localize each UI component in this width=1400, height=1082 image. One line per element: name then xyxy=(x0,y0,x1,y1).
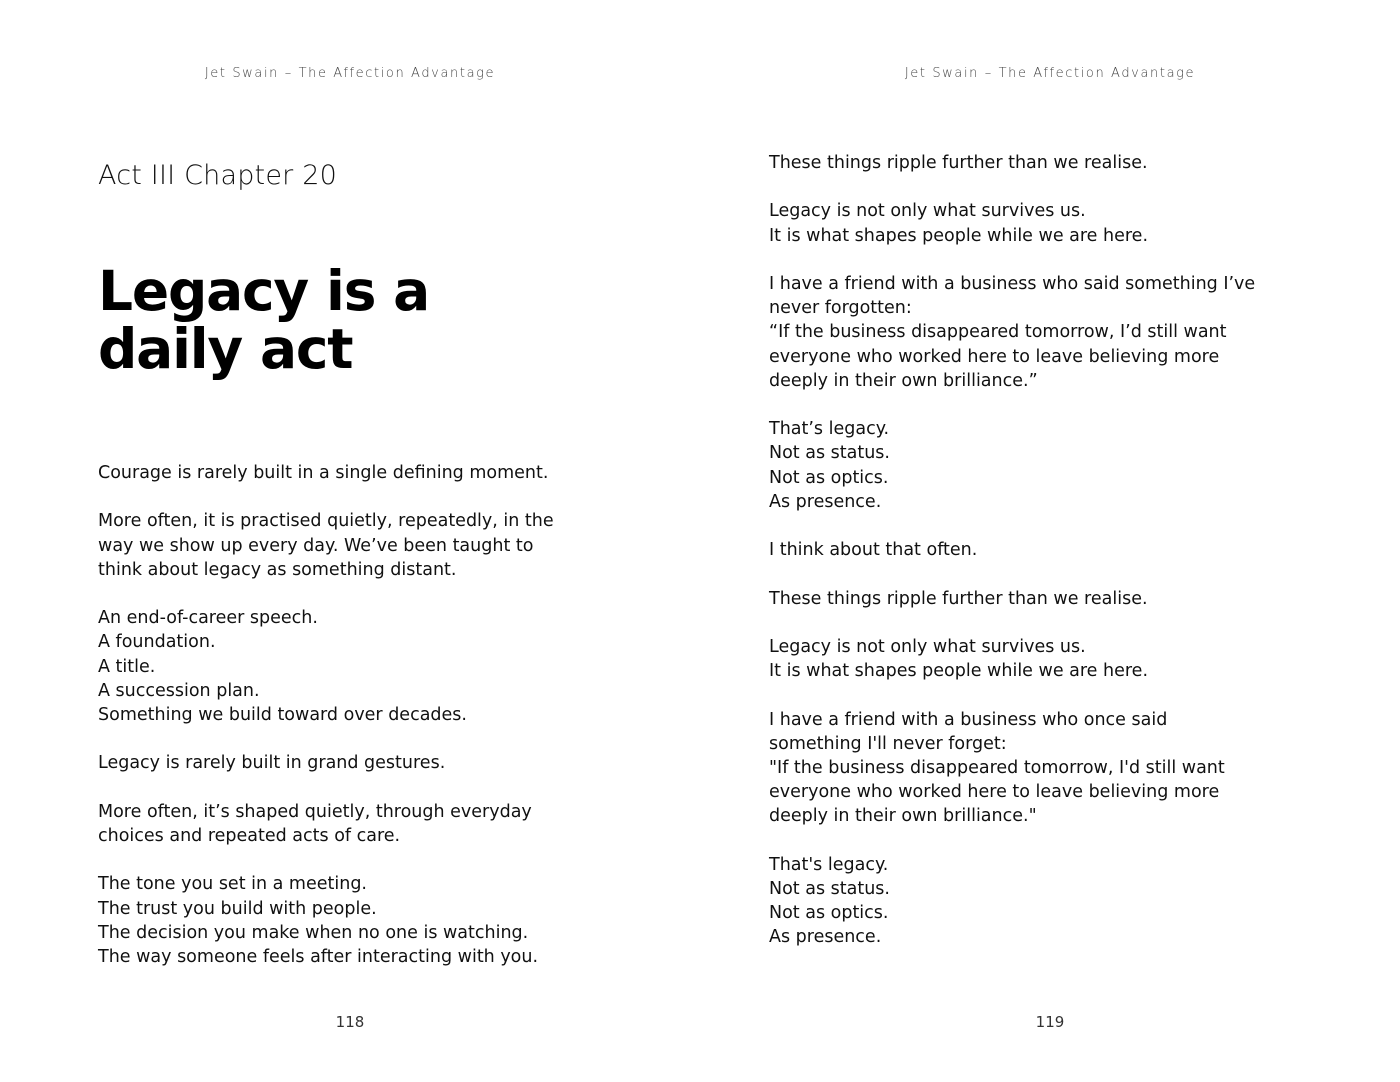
paragraph xyxy=(98,509,658,582)
text-line: Legacy is not only what survives us. xyxy=(769,636,1086,657)
text-line: As presence. xyxy=(769,927,882,948)
text-line: More often, it is practised quietly, repeatedly, in the xyxy=(98,511,554,532)
text-line: A title. xyxy=(98,656,156,677)
text-line: Not as status. xyxy=(769,878,890,899)
text-line: A foundation. xyxy=(98,632,216,653)
text-line: way we show up every day. We’ve been taught to xyxy=(98,535,534,556)
paragraph xyxy=(769,199,1329,247)
text-line: everyone who worked here to leave believing more xyxy=(769,782,1220,803)
text-line: “If the business disappeared tomorrow, I’d still want xyxy=(769,322,1227,343)
page-number-left: 118 xyxy=(335,1013,365,1031)
paragraph xyxy=(769,538,1329,562)
right-body-text xyxy=(769,151,1329,974)
text-line: Legacy is rarely built in grand gestures. xyxy=(98,753,446,774)
text-line: deeply in their own brilliance." xyxy=(769,806,1037,827)
left-body-text xyxy=(98,461,658,993)
text-line: More often, it’s shaped quietly, through everyday xyxy=(98,801,532,822)
text-line: I have a friend with a business who said something I’ve xyxy=(769,273,1256,294)
chapter-label: Act III Chapter 20 xyxy=(98,160,337,191)
paragraph xyxy=(769,587,1329,611)
running-header-left: Jet Swain – The Affection Advantage xyxy=(204,66,496,81)
paragraph xyxy=(769,417,1329,514)
text-line: Not as optics. xyxy=(769,903,889,924)
text-line: The tone you set in a meeting. xyxy=(98,874,367,895)
text-line: It is what shapes people while we are here. xyxy=(769,661,1149,682)
paragraph xyxy=(769,151,1329,175)
text-line: It is what shapes people while we are here. xyxy=(769,225,1149,246)
text-line: I think about that often. xyxy=(769,540,978,561)
text-line: The decision you make when no one is watching. xyxy=(98,922,529,943)
paragraph xyxy=(98,751,658,775)
text-line: The trust you build with people. xyxy=(98,898,377,919)
paragraph xyxy=(769,708,1329,829)
running-header-right: Jet Swain – The Affection Advantage xyxy=(904,66,1196,81)
paragraph xyxy=(769,853,1329,950)
text-line: These things ripple further than we realise. xyxy=(769,153,1148,173)
text-line: everyone who worked here to leave believing more xyxy=(769,346,1220,367)
text-line: choices and repeated acts of care. xyxy=(98,825,401,846)
chapter-title-line: daily act xyxy=(98,317,353,381)
paragraph xyxy=(98,872,658,969)
page-number-right: 119 xyxy=(1035,1013,1065,1031)
text-line: As presence. xyxy=(769,491,882,512)
text-line: never forgotten: xyxy=(769,298,912,319)
right-page xyxy=(700,0,1400,1082)
chapter-title-line: Legacy is a xyxy=(98,259,430,323)
text-line: A succession plan. xyxy=(98,680,260,701)
text-line: think about legacy as something distant. xyxy=(98,559,457,580)
text-line: deeply in their own brilliance.” xyxy=(769,370,1038,391)
text-line: Not as optics. xyxy=(769,467,889,488)
text-line: These things ripple further than we realise. xyxy=(769,588,1148,609)
text-line: Courage is rarely built in a single defining moment. xyxy=(98,463,549,483)
text-line: That’s legacy. xyxy=(769,419,890,440)
paragraph xyxy=(98,461,658,485)
paragraph xyxy=(769,272,1329,393)
text-line: An end-of-career speech. xyxy=(98,608,318,629)
text-line: something I'll never forget: xyxy=(769,733,1007,754)
text-line: "If the business disappeared tomorrow, I'd still want xyxy=(769,757,1225,778)
chapter-title xyxy=(98,259,618,381)
text-line: Something we build toward over decades. xyxy=(98,705,467,725)
text-line: That's legacy. xyxy=(769,854,889,875)
text-line: Legacy is not only what survives us. xyxy=(769,201,1086,222)
paragraph xyxy=(98,606,658,727)
paragraph xyxy=(769,635,1329,683)
text-line: The way someone feels after interacting with you. xyxy=(98,946,539,967)
text-line: Not as status. xyxy=(769,443,890,464)
text-line: I have a friend with a business who once said xyxy=(769,709,1168,730)
paragraph xyxy=(98,800,658,848)
